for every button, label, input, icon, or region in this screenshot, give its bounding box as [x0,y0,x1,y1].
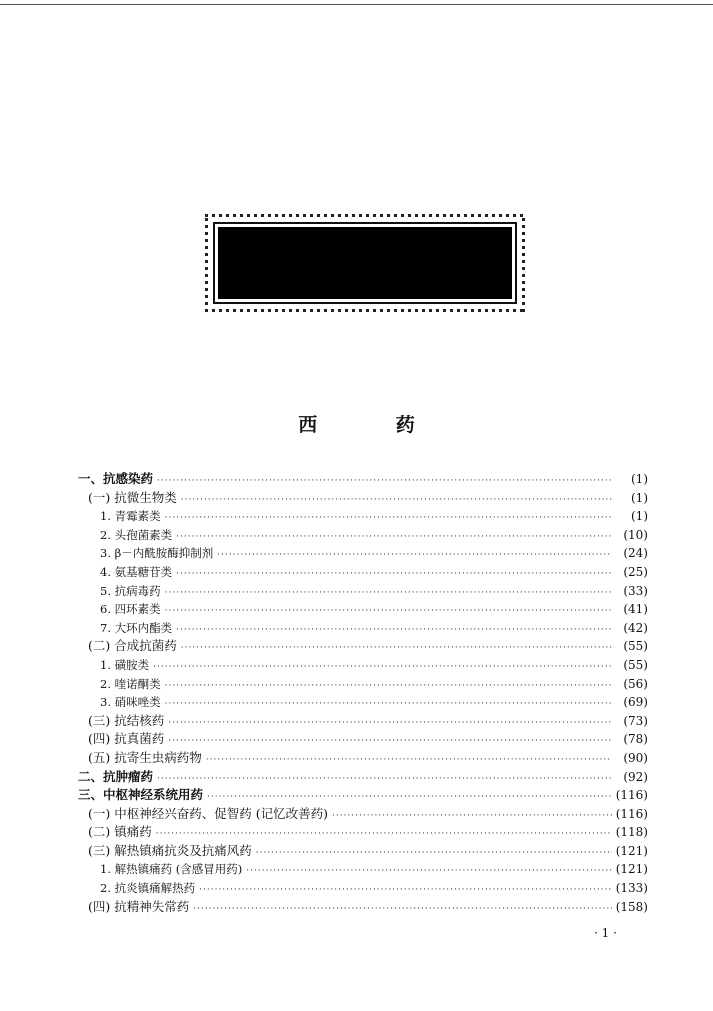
toc-leader-dots [256,844,612,863]
toc-entry-label: (五) 抗寄生虫病药物 [88,749,202,765]
toc-leader-dots [332,807,612,826]
toc-entry-page: (1) [631,472,648,486]
toc-entry-label: (四) 抗精神失常药 [88,898,190,914]
toc-entry[interactable] [78,489,648,508]
toc-entry-label: 三、中枢神经系统用药 [78,787,204,803]
toc-leader-dots [193,900,611,919]
toc-entry[interactable] [78,879,648,898]
toc-leader-dots [246,862,611,881]
toc-entry-label: 1. 磺胺类 [100,657,150,672]
toc-leader-dots [153,658,612,677]
toc-leader-dots [165,584,612,603]
toc-entry[interactable] [78,749,648,768]
page-number: · 1 · [594,926,617,940]
toc-entry[interactable] [78,823,648,842]
toc-entry-page: (158) [615,899,648,914]
toc-entry-label: 2. 头孢菌素类 [100,527,173,542]
toc-entry-page: (133) [615,881,648,896]
top-rule [0,4,713,5]
toc-entry[interactable] [78,470,648,489]
toc-entry-label: (四) 抗真菌药 [88,731,165,747]
toc-entry-label: (二) 镇痛药 [88,824,152,840]
toc-entry-label: 5. 抗病毒药 [100,583,161,598]
toc-entry[interactable] [78,582,648,601]
toc-entry[interactable] [78,712,648,731]
toc-entry-page: (121) [615,862,648,877]
toc-entry-label: 2. 抗炎镇痛解热药 [100,881,196,896]
toc-entry[interactable] [78,675,648,694]
toc-leader-dots [176,621,612,640]
toc-entry-page: (56) [623,676,648,691]
toc-leader-dots [176,565,612,584]
toc-leader-dots [165,602,612,621]
toc-entry-page: (33) [623,583,648,598]
toc-entry-label: 3. β－内酰胺酶抑制剂 [100,546,214,561]
toc-entry[interactable] [78,786,648,805]
banner-black-panel [218,227,512,299]
toc-entry[interactable] [78,563,648,582]
toc-entry[interactable] [78,860,648,879]
toc-entry-label: 1. 青霉素类 [100,509,161,524]
toc-entry-label: 二、抗肿瘤药 [78,768,154,784]
toc-entry[interactable] [78,656,648,675]
toc-leader-dots [165,509,612,528]
toc-entry[interactable] [78,507,648,526]
toc-entry[interactable] [78,637,648,656]
toc-entry-label: 3. 硝咪唑类 [100,695,161,710]
toc-entry[interactable] [78,842,648,861]
toc-leader-dots [206,751,612,770]
toc-entry-page: (116) [615,806,648,821]
toc-leader-dots [199,881,612,900]
toc-entry-label: 7. 大环内酯类 [100,620,173,635]
toc-entry-page: (25) [623,564,648,579]
toc-entry-page: (41) [623,602,648,617]
toc-entry[interactable] [78,544,648,563]
toc-entry-page: (1) [631,509,648,524]
toc-leader-dots [217,546,612,565]
toc-entry-page: (10) [623,527,648,542]
toc-entry-page: (55) [623,639,648,654]
toc-entry-label: (三) 解热镇痛抗炎及抗痛风药 [88,842,252,858]
toc-entry-page: (92) [623,769,648,784]
toc-entry[interactable] [78,730,648,749]
toc-entry-page: (24) [623,546,648,561]
toc-entry[interactable] [78,898,648,917]
toc-leader-dots [157,472,612,491]
toc-entry[interactable] [78,526,648,545]
toc-entry-label: 1. 解热镇痛药 (含感冒用药) [100,862,243,877]
toc-entry-label: (一) 中枢神经兴奋药、促智药 (记忆改善药) [88,805,328,821]
toc-leader-dots [176,528,612,547]
toc-entry-page: (118) [615,825,648,840]
toc-entry-page: (69) [623,695,648,710]
toc-leader-dots [157,770,612,789]
toc-leader-dots [181,491,612,510]
toc-entry-page: (121) [615,843,648,858]
toc-entry-page: (42) [623,620,648,635]
toc-entry-page: (55) [623,657,648,672]
toc-leader-dots [168,732,612,751]
toc-leader-dots [181,639,612,658]
toc-entry-page: (1) [631,490,648,505]
toc-entry-label: (一) 抗微生物类 [88,489,177,505]
toc-entry-page: (116) [615,788,648,803]
toc-leader-dots [165,695,612,714]
toc-leader-dots [168,714,612,733]
toc-entry[interactable] [78,600,648,619]
toc-entry[interactable] [78,619,648,638]
decorative-banner [205,214,525,312]
toc-entry-page: (73) [623,713,648,728]
toc-entry-label: 4. 氨基糖苷类 [100,564,173,579]
toc-entry-label: 2. 喹诺酮类 [100,676,161,691]
banner-frame [213,222,517,304]
toc-entry[interactable] [78,805,648,824]
toc-entry[interactable] [78,693,648,712]
toc-entry-label: (三) 抗结核药 [88,712,165,728]
toc-leader-dots [165,677,612,696]
toc-entry-label: 一、抗感染药 [78,471,154,486]
toc-entry-label: (二) 合成抗菌药 [88,638,177,654]
table-of-contents [78,470,648,916]
toc-entry[interactable] [78,768,648,787]
toc-entry-label: 6. 四环素类 [100,602,161,617]
section-title: 西 药 [298,414,451,436]
toc-entry-page: (90) [623,750,648,765]
toc-entry-page: (78) [623,732,648,747]
